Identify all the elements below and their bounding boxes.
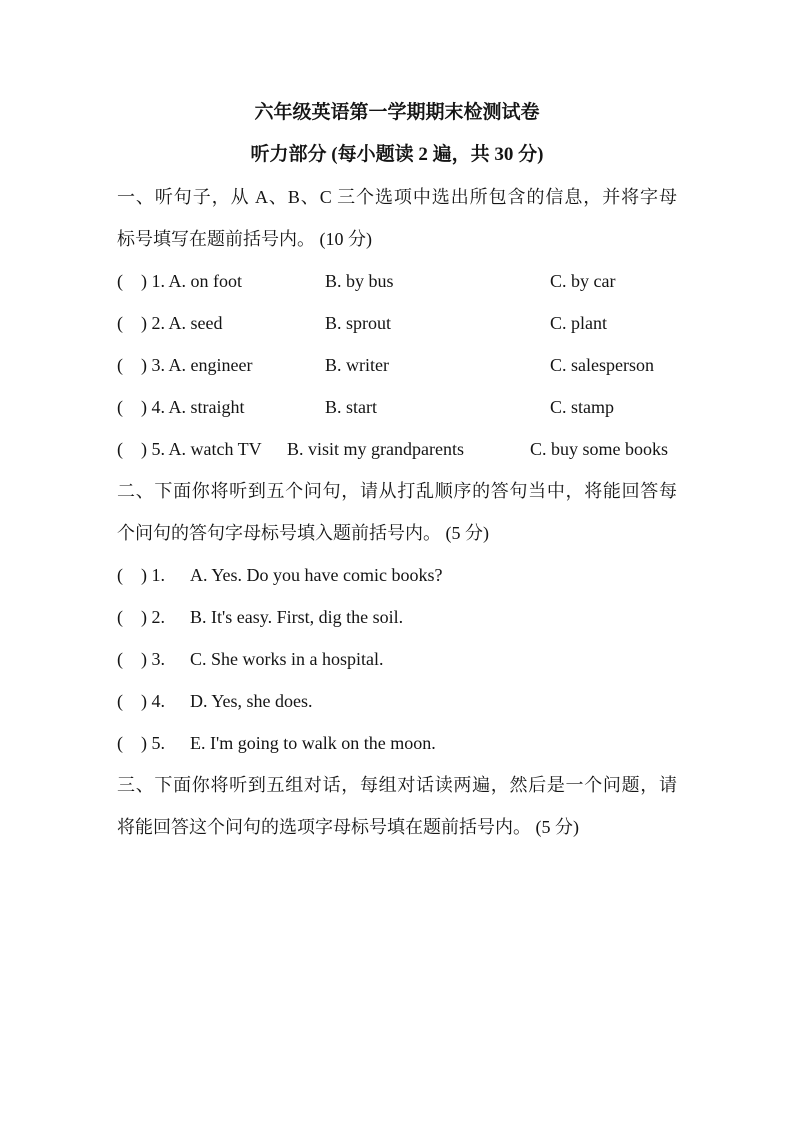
section1-heading-line1: 一、听句子，从 A、B、C 三个选项中选出所包含的信息，并将字母 [117,187,677,207]
answer-bracket: ( ) 5. [117,733,165,753]
section2-item-3 [117,638,677,680]
answer-bracket: ( ) 3. [117,649,165,669]
section1-question-1 [117,260,677,302]
option-c: C. plant [550,313,607,333]
answer-option-text: D. Yes, she does. [190,691,313,711]
answer-bracket-and-option-a: ( ) 3. A. engineer [117,355,253,375]
answer-option-text: C. She works in a hospital. [190,649,384,669]
option-b: B. sprout [325,313,392,333]
section1-question-5 [117,428,677,470]
section1-question-4 [117,386,677,428]
option-b: B. by bus [325,271,394,291]
answer-bracket-and-option-a: ( ) 1. A. on foot [117,271,242,291]
section2-heading-line1: 二、下面你将听到五个问句，请从打乱顺序的答句当中，将能回答每 [117,481,677,501]
listening-part-heading: 听力部分 (每小题读 2 遍，共 30 分) [250,144,544,165]
option-b: B. start [325,397,377,417]
section1-heading-line2: 标号填写在题前括号内。 (10 分) [117,229,372,249]
option-c: C. buy some books [530,439,669,459]
option-c: C. salesperson [550,355,654,375]
option-c: C. stamp [550,397,615,417]
answer-option-text: A. Yes. Do you have comic books? [190,565,443,585]
section1-question-2 [117,302,677,344]
answer-bracket: ( ) 2. [117,607,165,627]
section3-heading-line2: 将能回答这个问句的选项字母标号填在题前括号内。 (5 分) [117,817,579,837]
section1 [117,176,677,470]
answer-bracket: ( ) 1. [117,565,165,585]
answer-bracket-and-option-a: ( ) 5. A. watch TV [117,439,262,459]
answer-bracket-and-option-a: ( ) 4. A. straight [117,397,245,417]
option-b: B. visit my grandparents [287,439,464,459]
option-c: C. by car [550,271,616,291]
option-b: B. writer [325,355,389,375]
answer-option-text: B. It's easy. First, dig the soil. [190,607,404,627]
section2 [117,470,677,764]
paper-content [117,92,677,848]
answer-bracket-and-option-a: ( ) 2. A. seed [117,313,223,333]
section1-question-3 [117,344,677,386]
section2-heading-line2: 个问句的答句字母标号填入题前括号内。 (5 分) [117,523,489,543]
section2-item-1 [117,554,677,596]
answer-bracket: ( ) 4. [117,691,165,711]
section2-item-5 [117,722,677,764]
section2-item-2 [117,596,677,638]
answer-option-text: E. I'm going to walk on the moon. [190,733,436,753]
section2-item-4 [117,680,677,722]
section3 [117,764,677,848]
section3-heading-line1: 三、下面你将听到五组对话，每组对话读两遍，然后是一个问题，请 [117,775,677,795]
paper-title: 六年级英语第一学期期末检测试卷 [254,102,540,123]
